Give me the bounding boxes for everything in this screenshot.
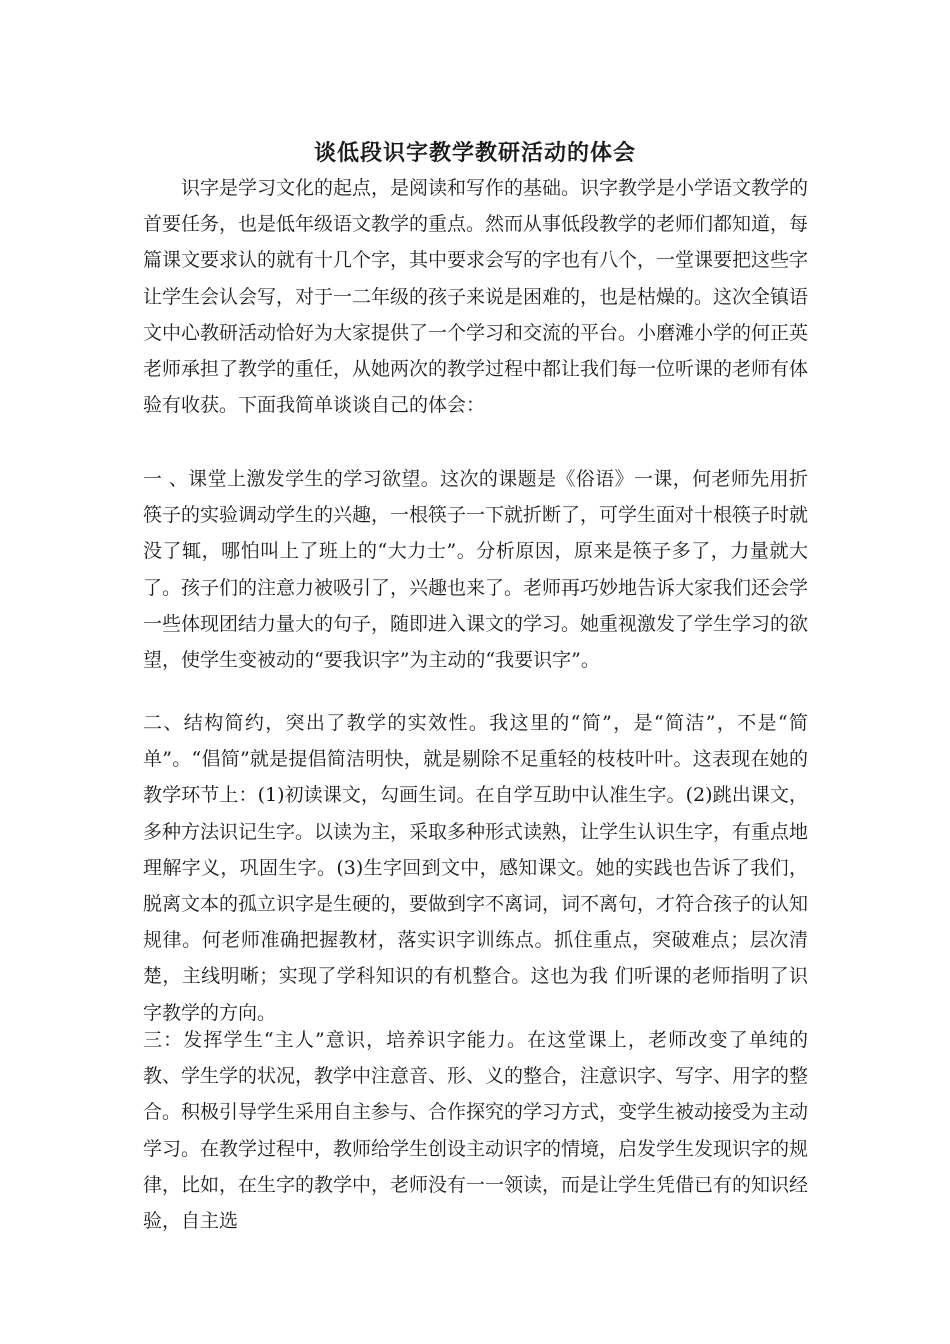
document-title: 谈低段识字教学教研活动的体会 [313,139,636,166]
paragraph-point-two: 二、结构简约，突出了教学的实效性。我这里的“简”，是“简洁”，不是“简单”。“倡简”就是提倡简洁明快，就是剔除不足重轻的枝枝叶叶。这表现在她的教学环节上：(1)初读课文，勾画生词。在自学互助中认准生字。(2)跳出课文，多种方法识记生字。以读为主，采取多种形式读熟，让学生认识生字，有重点地理解字义，巩固生字。(3)生字回到文中，感知课文。她的实践也告诉了我们，脱离文本的孤立识字是生硬的，要做到字不离词，词不离句，才符合孩子的认知规律。何老师准确把握教材，落实识字训练点。抓住重点，突破难点；层次清楚，主线明晰；实现了学科知识的有机整合。这也为我 们听课的老师指明了识字教学的方向。 [143,712,809,1024]
paragraph-point-one: 一 、课堂上激发学生的学习欲望。这次的课题是《俗语》一课，何老师先用折筷子的实验调动学生的兴趣，一根筷子一下就折断了，可学生面对十根筷子时就没了辄，哪怕叫上了班上的“大力士”。分析原因，原来是筷子多了，力量就大了。孩子们的注意力被吸引了，兴趣也来了。老师再巧妙地告诉大家我们还会学一些体现团结力量大的句子，随即进入课文的学习。她重视激发了学生学习的欲望，使学生变被动的“要我识字”为主动的“我要识字”。 [143,468,809,672]
paragraph-intro: 识字是学习文化的起点，是阅读和写作的基础。识字教学是小学语文教学的首要任务，也是低年级语文教学的重点。然而从事低段教学的老师们都知道，每篇课文要求认的就有十几个字，其中要求会写的字也有八个，一堂课要把这些字让学生会认会写，对于一二年级的孩子来说是困难的，也是枯燥的。这次全镇语文中心教研活动恰好为大家提供了一个学习和交流的平台。小磨滩小学的何正英老师承担了教学的重任，从她两次的教学过程中都让我们每一位听课的老师有体验有收获。下面我简单谈谈自己的体会： [143,177,809,417]
paragraph-point-three: 三：发挥学生“主人”意识，培养识字能力。在这堂课上，老师改变了单纯的教、学生学的状况，教学中注意音、形、义的整合，注意识字、写字、用字的整合。积极引导学生采用自主参与、合作探究的学习方式，变学生被动接受为主动学习。在教学过程中，教师给学生创设主动识字的情境，启发学生发现识字的规律，比如，在生字的教学中，老师没有一一领读，而是让学生凭借已有的知识经验，自主选 [143,1029,809,1233]
